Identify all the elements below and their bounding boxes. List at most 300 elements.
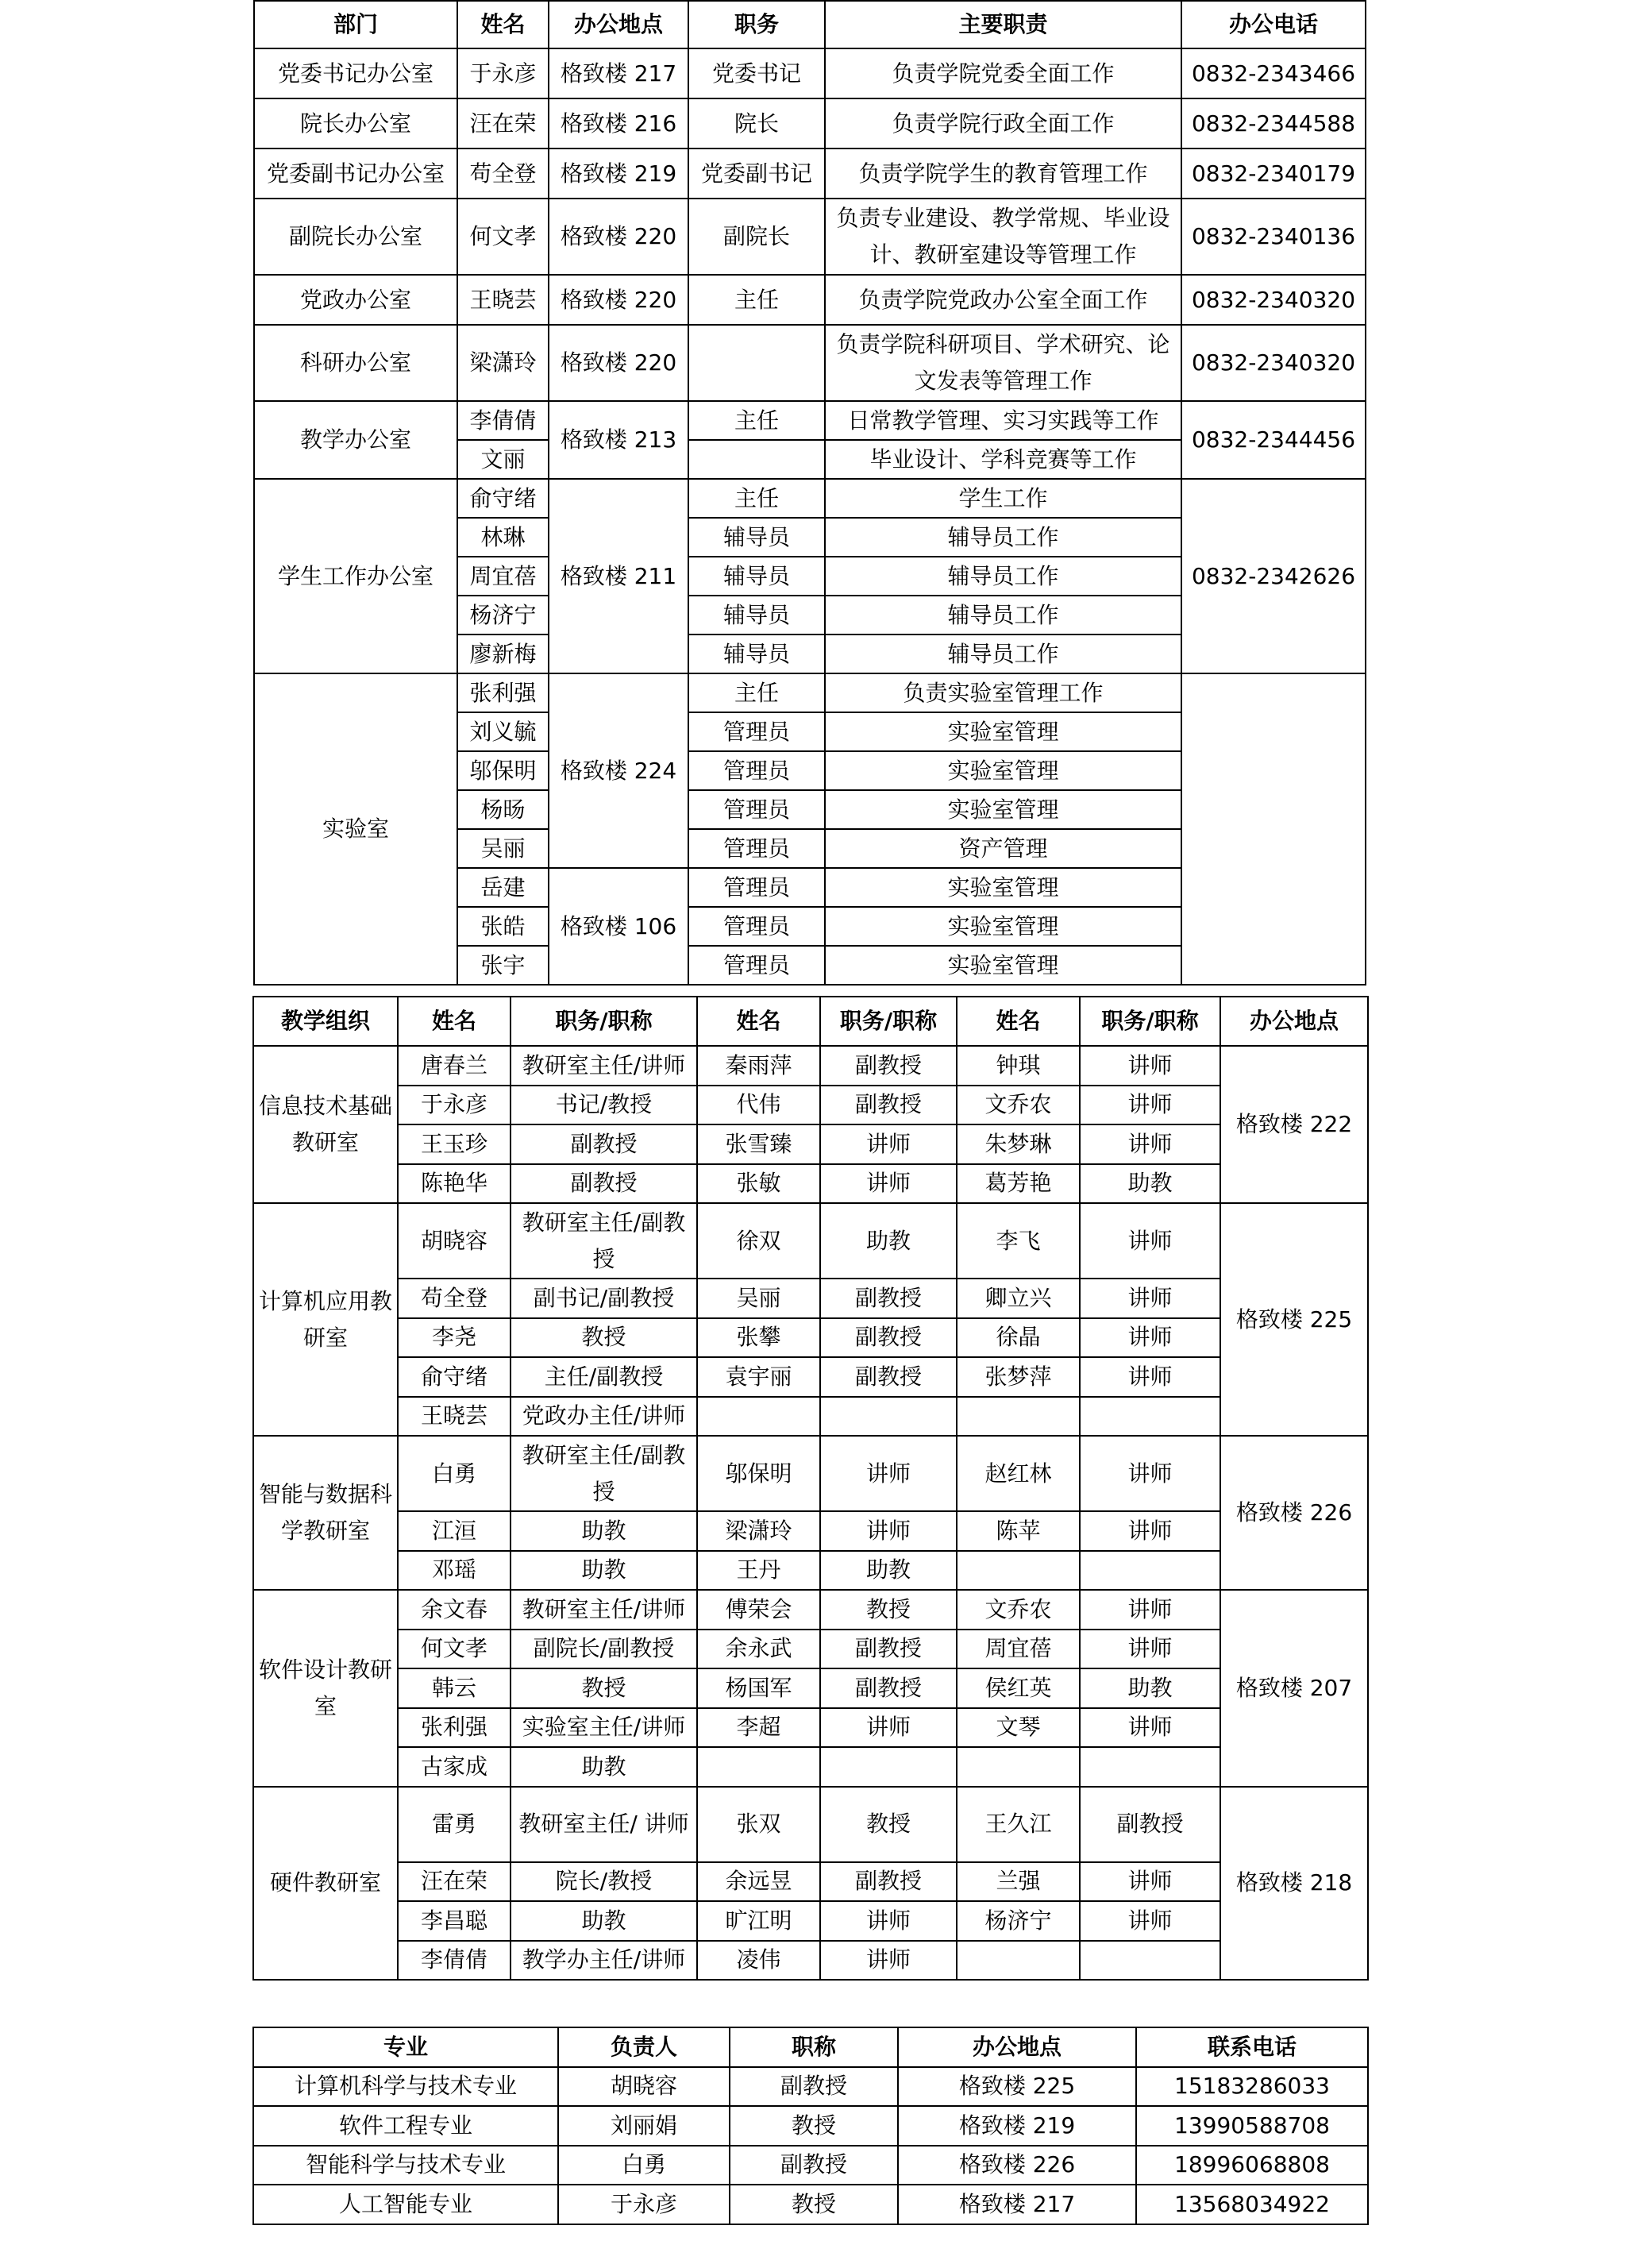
dept-cell: 党委副书记办公室 (254, 148, 457, 199)
title-cell: 辅导员 (688, 634, 825, 673)
table-row (253, 1397, 1368, 1437)
title-cell: 副教授 (820, 1862, 957, 1902)
name-cell: 朱梦琳 (957, 1124, 1080, 1164)
title-cell (820, 1397, 957, 1437)
title-cell (820, 1747, 957, 1787)
name-cell: 刘义毓 (457, 712, 549, 751)
title-cell: 讲师 (1080, 1630, 1220, 1669)
name-cell: 李尧 (398, 1318, 511, 1358)
table-row (253, 1551, 1368, 1591)
title-cell: 助教 (511, 1901, 697, 1941)
table-row (253, 1941, 1368, 1981)
title-cell: 副教授 (820, 1046, 957, 1086)
name-cell: 王丹 (697, 1551, 820, 1591)
name-cell: 汪在荣 (457, 98, 549, 148)
name-cell: 王晓芸 (457, 275, 549, 325)
duty-cell: 资产管理 (825, 829, 1181, 868)
group-name-cell: 计算机应用教研室 (253, 1203, 398, 1436)
name-cell: 俞守绪 (457, 479, 549, 518)
name-cell: 梁潇玲 (697, 1511, 820, 1551)
phone-cell: 0832-2343466 (1181, 48, 1366, 98)
duty-cell: 负责学院科研项目、学术研究、论文发表等管理工作 (825, 325, 1181, 401)
title-cell: 助教 (820, 1551, 957, 1591)
table-row (254, 199, 1366, 275)
name-cell (697, 1747, 820, 1787)
title-cell: 党委书记 (688, 48, 825, 98)
title-cell: 讲师 (1080, 1436, 1220, 1511)
name-cell: 韩云 (398, 1668, 511, 1708)
header-name: 姓名 (697, 997, 820, 1046)
title-cell: 讲师 (820, 1941, 957, 1981)
name-cell: 何文孝 (398, 1630, 511, 1669)
title-cell: 讲师 (1080, 1279, 1220, 1318)
name-cell: 周宜蓓 (957, 1630, 1080, 1669)
duty-cell: 毕业设计、学科竞赛等工作 (825, 440, 1181, 479)
header-location: 办公地点 (898, 2027, 1136, 2067)
name-cell: 于永彦 (398, 1086, 511, 1125)
teaching-group-table (252, 996, 1369, 1981)
title-cell: 副教授 (820, 1630, 957, 1669)
title-cell: 讲师 (1080, 1046, 1220, 1086)
group-name-cell: 智能与数据科学教研室 (253, 1436, 398, 1590)
dept-cell: 学生工作办公室 (254, 479, 457, 673)
table-row (253, 1787, 1368, 1862)
title-cell: 助教 (1080, 1668, 1220, 1708)
duty-cell: 实验室管理 (825, 868, 1181, 907)
name-cell: 文乔农 (957, 1590, 1080, 1630)
location-cell: 格致楼 216 (549, 98, 688, 148)
table-row (253, 1203, 1368, 1279)
table-row (253, 1708, 1368, 1748)
title-cell: 助教 (511, 1747, 697, 1787)
name-cell (957, 1397, 1080, 1437)
duty-cell: 学生工作 (825, 479, 1181, 518)
header-location: 办公地点 (1220, 997, 1368, 1046)
table-row (253, 1318, 1368, 1358)
name-cell: 杨济宁 (457, 596, 549, 634)
name-cell: 钟琪 (957, 1046, 1080, 1086)
location-cell: 格致楼 217 (898, 2185, 1136, 2224)
duty-cell: 负责学院行政全面工作 (825, 98, 1181, 148)
location-cell: 格致楼 226 (898, 2146, 1136, 2185)
duty-cell: 负责学院党政办公室全面工作 (825, 275, 1181, 325)
title-cell: 党政办主任/讲师 (511, 1397, 697, 1437)
title-cell: 讲师 (1080, 1086, 1220, 1125)
duty-cell: 实验室管理 (825, 751, 1181, 790)
location-cell: 格致楼 219 (898, 2106, 1136, 2146)
name-cell: 杨济宁 (957, 1901, 1080, 1941)
title-cell: 副教授 (820, 1279, 957, 1318)
name-cell: 李昌聪 (398, 1901, 511, 1941)
duty-cell: 负责学院学生的教育管理工作 (825, 148, 1181, 199)
duty-cell: 实验室管理 (825, 907, 1181, 946)
title-cell: 副教授 (511, 1164, 697, 1204)
title-cell: 教研室主任/副教授 (511, 1436, 697, 1511)
leader-cell: 白勇 (558, 2146, 730, 2185)
name-cell: 苟全登 (457, 148, 549, 199)
table-row (254, 275, 1366, 325)
title-cell (1080, 1941, 1220, 1981)
title-cell: 讲师 (1080, 1203, 1220, 1279)
name-cell: 张攀 (697, 1318, 820, 1358)
location-cell: 格致楼 222 (1220, 1046, 1368, 1203)
phone-cell (1181, 673, 1366, 985)
name-cell: 李超 (697, 1708, 820, 1748)
name-cell: 邓瑶 (398, 1551, 511, 1591)
name-cell: 李倩倩 (398, 1941, 511, 1981)
name-cell: 梁潇玲 (457, 325, 549, 401)
leader-cell: 胡晓容 (558, 2067, 730, 2107)
table-row (254, 48, 1366, 98)
title-cell: 主任 (688, 673, 825, 712)
name-cell: 岳建 (457, 868, 549, 907)
title-cell: 讲师 (1080, 1357, 1220, 1397)
name-cell: 张宇 (457, 946, 549, 985)
name-cell (957, 1551, 1080, 1591)
duty-cell: 负责实验室管理工作 (825, 673, 1181, 712)
name-cell: 张皓 (457, 907, 549, 946)
title-cell: 教授 (820, 1787, 957, 1862)
name-cell: 杨国军 (697, 1668, 820, 1708)
leader-cell: 刘丽娟 (558, 2106, 730, 2146)
title-cell: 院长/教授 (511, 1862, 697, 1902)
header-location: 办公地点 (549, 1, 688, 48)
table-row (254, 148, 1366, 199)
duty-cell: 负责专业建设、教学常规、毕业设计、教研室建设等管理工作 (825, 199, 1181, 275)
location-cell: 格致楼 225 (1220, 1203, 1368, 1436)
name-cell: 余文春 (398, 1590, 511, 1630)
location-cell: 格致楼 224 (549, 673, 688, 868)
header-title: 职务/职称 (1080, 997, 1220, 1046)
dept-cell: 实验室 (254, 673, 457, 985)
name-cell: 唐春兰 (398, 1046, 511, 1086)
title-cell: 管理员 (688, 868, 825, 907)
title-cell: 辅导员 (688, 557, 825, 596)
name-cell: 张敏 (697, 1164, 820, 1204)
title-cell: 副教授 (1080, 1787, 1220, 1862)
duty-cell: 实验室管理 (825, 712, 1181, 751)
title-cell: 讲师 (1080, 1901, 1220, 1941)
table-row (254, 479, 1366, 518)
name-cell: 陈艳华 (398, 1164, 511, 1204)
table-row (253, 2146, 1368, 2185)
header-name: 姓名 (957, 997, 1080, 1046)
table-row (253, 1124, 1368, 1164)
table-row (253, 1511, 1368, 1551)
duty-cell: 实验室管理 (825, 790, 1181, 829)
title-cell: 主任 (688, 479, 825, 518)
phone-cell: 0832-2344456 (1181, 401, 1366, 479)
table-row (253, 1086, 1368, 1125)
location-cell: 格致楼 213 (549, 401, 688, 479)
title-cell: 实验室主任/讲师 (511, 1708, 697, 1748)
table-row (253, 1279, 1368, 1318)
name-cell: 张雪臻 (697, 1124, 820, 1164)
name-cell (957, 1747, 1080, 1787)
title-cell: 讲师 (820, 1901, 957, 1941)
title-cell: 讲师 (1080, 1511, 1220, 1551)
name-cell: 兰强 (957, 1862, 1080, 1902)
leader-cell: 于永彦 (558, 2185, 730, 2224)
major-cell: 人工智能专业 (253, 2185, 558, 2224)
title-cell (1080, 1747, 1220, 1787)
title-cell: 讲师 (820, 1164, 957, 1204)
name-cell: 邬保明 (457, 751, 549, 790)
name-cell: 白勇 (398, 1436, 511, 1511)
header-title: 职务/职称 (511, 997, 697, 1046)
name-cell: 文琴 (957, 1708, 1080, 1748)
location-cell: 格致楼 225 (898, 2067, 1136, 2107)
title-cell (688, 325, 825, 401)
name-cell: 李飞 (957, 1203, 1080, 1279)
title-cell: 副教授 (820, 1086, 957, 1125)
name-cell: 卿立兴 (957, 1279, 1080, 1318)
group-name-cell: 软件设计教研室 (253, 1590, 398, 1787)
phone-cell: 0832-2342626 (1181, 479, 1366, 673)
title-cell: 管理员 (688, 790, 825, 829)
title-cell: 管理员 (688, 946, 825, 985)
table-row (253, 2106, 1368, 2146)
title-cell: 讲师 (1080, 1708, 1220, 1748)
title-cell: 主任 (688, 401, 825, 440)
name-cell: 王久江 (957, 1787, 1080, 1862)
name-cell: 王玉珍 (398, 1124, 511, 1164)
name-cell: 古家成 (398, 1747, 511, 1787)
location-cell: 格致楼 219 (549, 148, 688, 199)
header-group: 教学组织 (253, 997, 398, 1046)
header-duty: 主要职责 (825, 1, 1181, 48)
group-name-cell: 硬件教研室 (253, 1787, 398, 1981)
title-cell: 管理员 (688, 751, 825, 790)
table-row (253, 1164, 1368, 1204)
name-cell: 王晓芸 (398, 1397, 511, 1437)
location-cell: 格致楼 218 (1220, 1787, 1368, 1981)
table-row (253, 2185, 1368, 2224)
title-cell: 教研室主任/ 讲师 (511, 1787, 697, 1862)
duty-cell: 辅导员工作 (825, 634, 1181, 673)
header-major: 专业 (253, 2027, 558, 2067)
phone-cell: 0832-2340320 (1181, 325, 1366, 401)
title-cell: 院长 (688, 98, 825, 148)
header-title: 职务/职称 (820, 997, 957, 1046)
title-cell: 教学办主任/讲师 (511, 1941, 697, 1981)
name-cell: 傅荣会 (697, 1590, 820, 1630)
duty-cell: 日常教学管理、实习实践等工作 (825, 401, 1181, 440)
title-cell: 教授 (511, 1318, 697, 1358)
name-cell: 张利强 (457, 673, 549, 712)
phone-cell: 0832-2340136 (1181, 199, 1366, 275)
dept-cell: 科研办公室 (254, 325, 457, 401)
header-name: 姓名 (457, 1, 549, 48)
name-cell: 胡晓容 (398, 1203, 511, 1279)
header-phone: 办公电话 (1181, 1, 1366, 48)
name-cell: 廖新梅 (457, 634, 549, 673)
title-cell: 助教 (511, 1511, 697, 1551)
dept-cell: 教学办公室 (254, 401, 457, 479)
name-cell: 代伟 (697, 1086, 820, 1125)
table-row (253, 1668, 1368, 1708)
duty-cell: 辅导员工作 (825, 557, 1181, 596)
title-cell: 副院长 (688, 199, 825, 275)
dept-cell: 副院长办公室 (254, 199, 457, 275)
rank-cell: 副教授 (730, 2146, 898, 2185)
name-cell: 赵红林 (957, 1436, 1080, 1511)
table-header-row (253, 2027, 1368, 2067)
title-cell: 副教授 (511, 1124, 697, 1164)
location-cell: 格致楼 220 (549, 325, 688, 401)
group-name-cell: 信息技术基础教研室 (253, 1046, 398, 1203)
location-cell: 格致楼 106 (549, 868, 688, 985)
major-cell: 智能科学与技术专业 (253, 2146, 558, 2185)
rank-cell: 教授 (730, 2185, 898, 2224)
title-cell: 讲师 (1080, 1862, 1220, 1902)
header-leader: 负责人 (558, 2027, 730, 2067)
major-cell: 计算机科学与技术专业 (253, 2067, 558, 2107)
name-cell: 文丽 (457, 440, 549, 479)
table-row (253, 1901, 1368, 1941)
table-row (254, 401, 1366, 440)
title-cell (1080, 1397, 1220, 1437)
name-cell (957, 1941, 1080, 1981)
name-cell: 徐晶 (957, 1318, 1080, 1358)
title-cell: 主任 (688, 275, 825, 325)
dept-cell: 党委书记办公室 (254, 48, 457, 98)
name-cell: 徐双 (697, 1203, 820, 1279)
name-cell: 陈苹 (957, 1511, 1080, 1551)
title-cell: 书记/教授 (511, 1086, 697, 1125)
title-cell: 副书记/副教授 (511, 1279, 697, 1318)
name-cell: 江洹 (398, 1511, 511, 1551)
header-title: 职务 (688, 1, 825, 48)
header-rank: 职称 (730, 2027, 898, 2067)
name-cell: 杨旸 (457, 790, 549, 829)
phone-cell: 13990588708 (1136, 2106, 1368, 2146)
header-name: 姓名 (398, 997, 511, 1046)
title-cell: 副教授 (820, 1668, 957, 1708)
title-cell: 辅导员 (688, 518, 825, 557)
title-cell: 辅导员 (688, 596, 825, 634)
title-cell: 讲师 (1080, 1124, 1220, 1164)
title-cell: 讲师 (820, 1511, 957, 1551)
phone-cell: 0832-2340320 (1181, 275, 1366, 325)
header-phone: 联系电话 (1136, 2027, 1368, 2067)
table-row (253, 1436, 1368, 1511)
name-cell: 林琳 (457, 518, 549, 557)
table-row (253, 1747, 1368, 1787)
name-cell: 葛芳艳 (957, 1164, 1080, 1204)
name-cell: 苟全登 (398, 1279, 511, 1318)
title-cell: 助教 (820, 1203, 957, 1279)
table-row (253, 1862, 1368, 1902)
name-cell: 文乔农 (957, 1086, 1080, 1125)
name-cell: 李倩倩 (457, 401, 549, 440)
name-cell: 秦雨萍 (697, 1046, 820, 1086)
title-cell: 讲师 (820, 1124, 957, 1164)
name-cell: 张梦萍 (957, 1357, 1080, 1397)
title-cell: 管理员 (688, 712, 825, 751)
table-row (253, 1630, 1368, 1669)
duty-cell: 实验室管理 (825, 946, 1181, 985)
table-row (254, 98, 1366, 148)
title-cell: 副院长/副教授 (511, 1630, 697, 1669)
name-cell: 吴丽 (457, 829, 549, 868)
dept-cell: 党政办公室 (254, 275, 457, 325)
name-cell: 侯红英 (957, 1668, 1080, 1708)
name-cell: 张利强 (398, 1708, 511, 1748)
name-cell: 汪在荣 (398, 1862, 511, 1902)
title-cell (1080, 1551, 1220, 1591)
phone-cell: 15183286033 (1136, 2067, 1368, 2107)
dept-cell: 院长办公室 (254, 98, 457, 148)
location-cell: 格致楼 220 (549, 275, 688, 325)
major-cell: 软件工程专业 (253, 2106, 558, 2146)
duty-cell: 辅导员工作 (825, 596, 1181, 634)
location-cell: 格致楼 211 (549, 479, 688, 673)
major-table (252, 2027, 1369, 2225)
title-cell: 助教 (1080, 1164, 1220, 1204)
name-cell: 何文孝 (457, 199, 549, 275)
table-row (253, 1590, 1368, 1630)
phone-cell: 0832-2340179 (1181, 148, 1366, 199)
title-cell: 教授 (820, 1590, 957, 1630)
title-cell: 讲师 (1080, 1590, 1220, 1630)
duty-cell: 负责学院党委全面工作 (825, 48, 1181, 98)
title-cell: 教研室主任/副教授 (511, 1203, 697, 1279)
title-cell: 教授 (511, 1668, 697, 1708)
name-cell: 张双 (697, 1787, 820, 1862)
table-row (253, 1357, 1368, 1397)
phone-cell: 18996068808 (1136, 2146, 1368, 2185)
rank-cell: 副教授 (730, 2067, 898, 2107)
title-cell: 讲师 (820, 1436, 957, 1511)
name-cell: 雷勇 (398, 1787, 511, 1862)
name-cell (697, 1397, 820, 1437)
name-cell: 余永武 (697, 1630, 820, 1669)
title-cell: 管理员 (688, 907, 825, 946)
name-cell: 袁宇丽 (697, 1357, 820, 1397)
name-cell: 俞守绪 (398, 1357, 511, 1397)
title-cell: 讲师 (820, 1708, 957, 1748)
table-row (254, 673, 1366, 712)
location-cell: 格致楼 207 (1220, 1590, 1368, 1787)
location-cell: 格致楼 226 (1220, 1436, 1368, 1590)
name-cell: 于永彦 (457, 48, 549, 98)
header-dept: 部门 (254, 1, 457, 48)
title-cell: 副教授 (820, 1318, 957, 1358)
name-cell: 旷江明 (697, 1901, 820, 1941)
title-cell: 主任/副教授 (511, 1357, 697, 1397)
title-cell: 教研室主任/讲师 (511, 1590, 697, 1630)
table-header-row (253, 997, 1368, 1046)
title-cell (688, 440, 825, 479)
title-cell: 党委副书记 (688, 148, 825, 199)
duty-cell: 辅导员工作 (825, 518, 1181, 557)
title-cell: 副教授 (820, 1357, 957, 1397)
name-cell: 余远昱 (697, 1862, 820, 1902)
title-cell: 助教 (511, 1551, 697, 1591)
name-cell: 凌伟 (697, 1941, 820, 1981)
table-row (253, 2067, 1368, 2107)
department-table (253, 0, 1366, 986)
table-header-row (254, 1, 1366, 48)
table-row (253, 1046, 1368, 1086)
name-cell: 吴丽 (697, 1279, 820, 1318)
name-cell: 邬保明 (697, 1436, 820, 1511)
phone-cell: 0832-2344588 (1181, 98, 1366, 148)
table-row (254, 325, 1366, 401)
title-cell: 管理员 (688, 829, 825, 868)
rank-cell: 教授 (730, 2106, 898, 2146)
